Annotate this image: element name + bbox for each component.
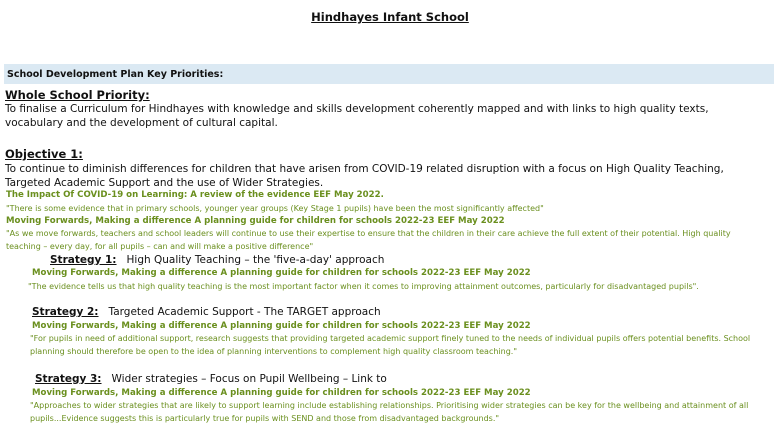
whole-school-heading: Whole School Priority: [5,88,150,102]
whole-school-text: To finalise a Curriculum for Hindhayes with knowledge and skills development coherently mapped and with links to high quality texts, vocabulary and the development of cultural capital. [5,103,709,129]
strategy-1-label: Strategy 1: [50,254,117,266]
strategy-3-heading [35,373,387,385]
strategy-2-source: Moving Forwards, Making a difference A planning guide for children for schools 2022-23 EEF May 2022 [32,321,531,331]
quote-covid-impact: "There is some evidence that in primary schools, younger year groups (Key Stage 1 pupils) have been the most significantly affected" [6,204,544,213]
strategy-2-label: Strategy 2: [32,306,99,318]
strategy-1-quote: "The evidence tells us that high quality teaching is the most important factor when it comes to improving attainment outcomes, particularly for disadvantaged pupils". [28,282,699,291]
strategy-2-heading [32,306,381,318]
priorities-bar: School Development Plan Key Priorities: [4,64,774,84]
strategy-3-source: Moving Forwards, Making a difference A planning guide for children for schools 2022-23 EEF May 2022 [32,388,531,398]
strategy-3-quote: "Approaches to wider strategies that are likely to support learning include establishing relationships. Prioritising wider strategies can be key for the wellbeing and attainment of all pupils...Evidence suggests this is particularly true for pupils with SEND and those from disadvantaged backgrounds." [30,401,749,423]
objective-heading: Objective 1: [5,147,83,161]
source-covid-impact: The Impact Of COVID-19 on Learning: A review of the evidence EEF May 2022. [6,190,384,200]
quote-moving-forwards: "As we move forwards, teachers and school leaders will continue to use their expertise to ensure that the children in their care achieve the full extent of their potential. High quality teaching – every day, for all pupils – can and will make a positive difference" [6,229,731,251]
document-title: Hindhayes Infant School [311,10,469,24]
objective-text: To continue to diminish differences for children that have arisen from COVID-19 related disruption with a focus on High Quality Teaching, Targeted Academic Support and the use of Wider Strategies. [5,163,724,189]
strategy-3-label: Strategy 3: [35,373,102,385]
strategy-1-heading [50,254,384,266]
strategy-2-title: Targeted Academic Support - The TARGET approach [108,306,381,318]
strategy-1-source: Moving Forwards, Making a difference A planning guide for children for schools 2022-23 EEF May 2022 [32,268,531,278]
strategy-3-title: Wider strategies – Focus on Pupil Wellbeing – Link to [111,373,387,385]
strategy-1-title: High Quality Teaching – the 'five-a-day' approach [126,254,385,266]
source-moving-forwards: Moving Forwards, Making a difference A planning guide for children for schools 2022-23 EEF May 2022 [6,216,505,226]
strategy-2-quote: "For pupils in need of additional support, research suggests that providing targeted academic support finely tuned to the needs of individual pupils offers potential benefits. School planning should therefore be open to the idea of planning interventions to complement high quality classroom teaching." [30,334,751,356]
